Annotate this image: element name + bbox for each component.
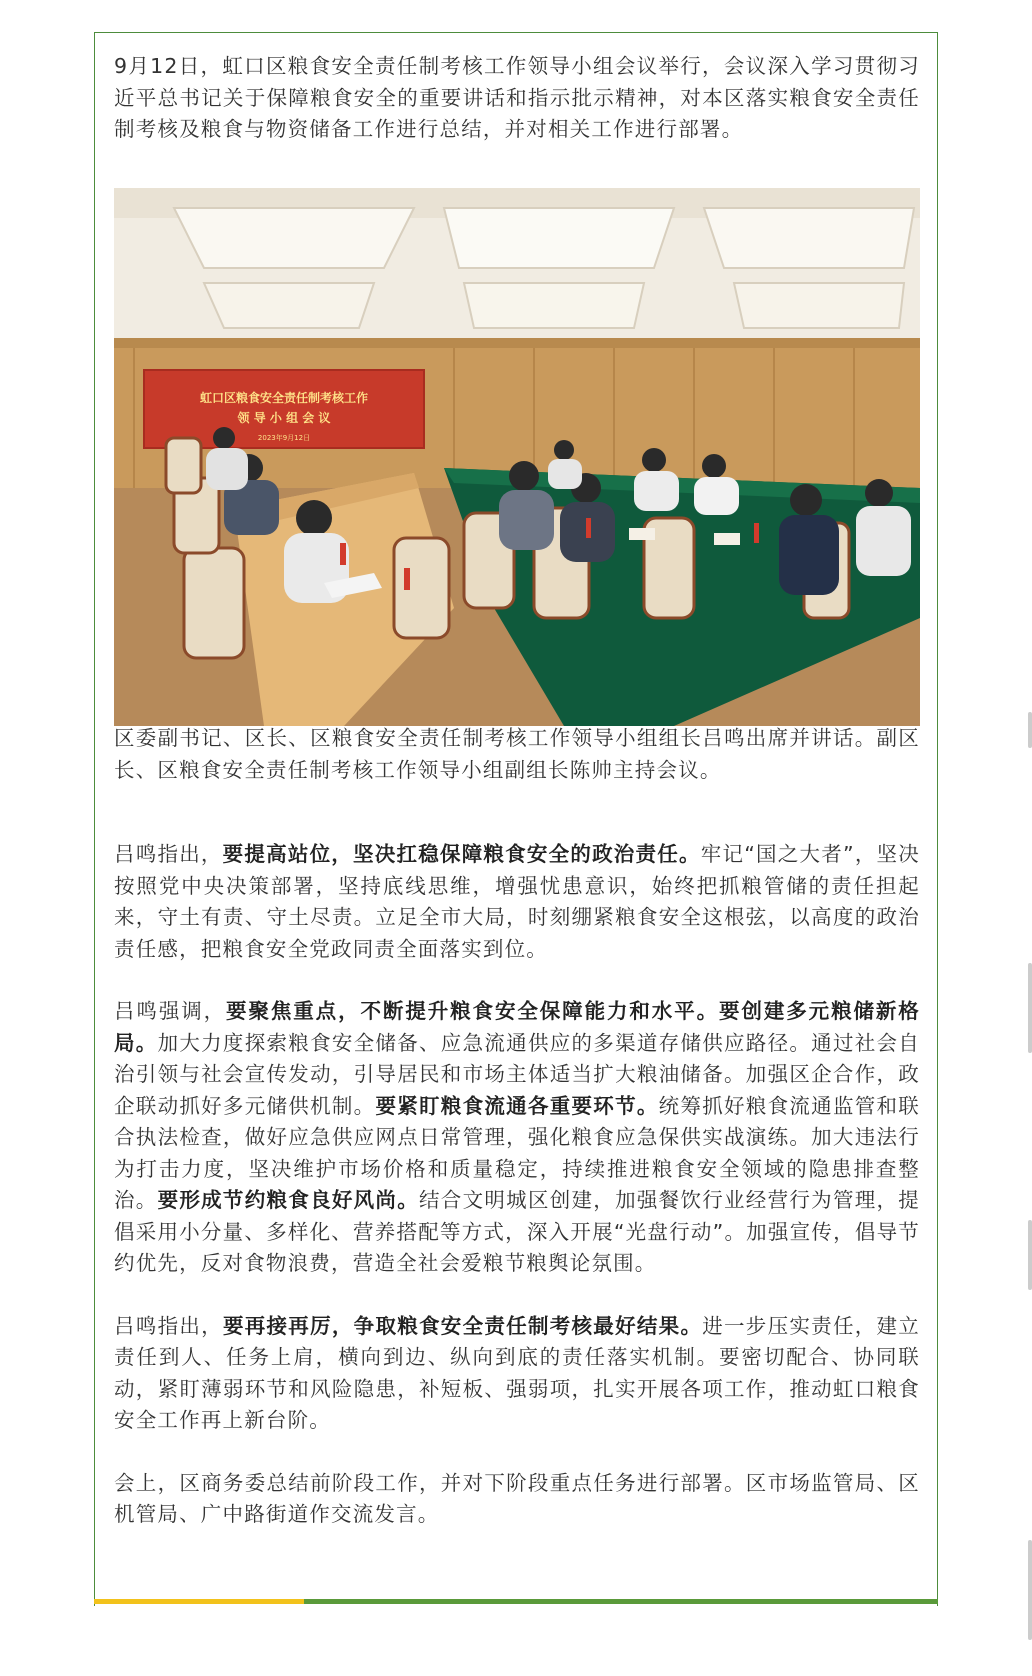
point-one-paragraph — [114, 839, 920, 965]
scrollbar-marker[interactable] — [1028, 1220, 1032, 1290]
scrollbar-marker[interactable] — [1028, 712, 1032, 748]
point-two-subheading-b: 要紧盯粮食流通各重要环节。 — [375, 1093, 659, 1118]
point-two-subheading-c: 要形成节约粮食良好风尚。 — [157, 1188, 420, 1212]
point-two-paragraph — [114, 996, 920, 1280]
point-three-paragraph — [114, 1311, 920, 1437]
banner-line-1: 虹口区粮食安全责任制考核工作 — [199, 391, 369, 405]
article-body-2 — [114, 723, 920, 1531]
point-two-text-c: 结合文明城区创建，加强餐饮行业经营行为管理，提倡采用小分量、多样化、营养搭配等方式，深入开展“光盘行动”。加强宣传，倡导节约优先，反对食物浪费，营造全社会爱粮节粮舆论氛围。 — [114, 1188, 920, 1275]
closing-paragraph: 会上，区商务委总结前阶段工作，并对下阶段重点任务进行部署。区市场监管局、区机管局、广中路街道作交流发言。 — [114, 1470, 920, 1526]
point-one-text: 牢记“国之大者”，坚决按照党中央决策部署，坚持底线思维，增强忧患意识，始终把抓粮管储的责任担起来，守土有责、守土尽责。立足全市大局，时刻绷紧粮食安全这根弦，以高度的政治责任感，把粮食安全党政同责全面落实到位。 — [114, 842, 920, 961]
point-three-heading: 要再接再厉，争取粮食安全责任制考核最好结果。 — [222, 1313, 703, 1338]
bottom-bar-yellow — [94, 1599, 304, 1604]
bottom-bar-green — [304, 1599, 938, 1604]
banner-date: 2023年9月12日 — [257, 434, 311, 442]
banner-line-2: 领 导 小 组 会 议 — [237, 411, 331, 425]
article-body — [114, 51, 920, 146]
bottom-divider-bar — [94, 1599, 938, 1604]
point-one-heading: 要提高站位，坚决扛稳保障粮食安全的政治责任。 — [222, 842, 701, 866]
point-three-text: 进一步压实责任，建立责任到人、任务上肩，横向到边、纵向到底的责任落实机制。要密切配合、协同联动，紧盯薄弱环节和风险隐患，补短板、强弱项，扎实开展各项工作，推动虹口粮食安全工作再上新台阶。 — [114, 1313, 921, 1432]
scrollbar-marker[interactable] — [1028, 1540, 1032, 1640]
scrollbar-marker[interactable] — [1028, 963, 1032, 1053]
leaders-paragraph: 区委副书记、区长、区粮食安全责任制考核工作领导小组组长吕鸣出席并讲话。副区长、区粮食安全责任制考核工作领导小组副组长陈帅主持会议。 — [114, 726, 920, 782]
point-two-heading: 要聚焦重点，不断提升粮食安全保障能力和水平。要创建多元粮储新格局。 — [114, 999, 920, 1055]
point-two-text-b: 统筹抓好粮食流通监管和联合执法检查，做好应急供应网点日常管理，强化粮食应急保供实战演练。加大违法行为打击力度，坚决维护市场价格和质量稳定，持续推进粮食安全领域的隐患排查整治。 — [114, 1093, 920, 1212]
point-two-text-a: 加大力度探索粮食安全储备、应急流通供应的多渠道存储供应路径。通过社会自治引领与社会宣传发动，引导居民和市场主体适当扩大粮油储备。加强区企合作，政企联动抓好多元储供机制。 — [114, 1030, 920, 1118]
meeting-photo — [114, 188, 920, 726]
article-container — [94, 32, 938, 1606]
speaker-intro: 吕鸣强调， — [114, 999, 227, 1023]
speaker-intro: 吕鸣指出， — [114, 842, 223, 866]
speaker-intro: 吕鸣指出， — [114, 1313, 223, 1338]
intro-paragraph: 9月12日，虹口区粮食安全责任制考核工作领导小组会议举行，会议深入学习贯彻习近平总书记关于保障粮食安全的重要讲话和指示批示精神，对本区落实粮食安全责任制考核及粮食与物资储备工作进行总结，并对相关工作进行部署。 — [114, 54, 920, 141]
